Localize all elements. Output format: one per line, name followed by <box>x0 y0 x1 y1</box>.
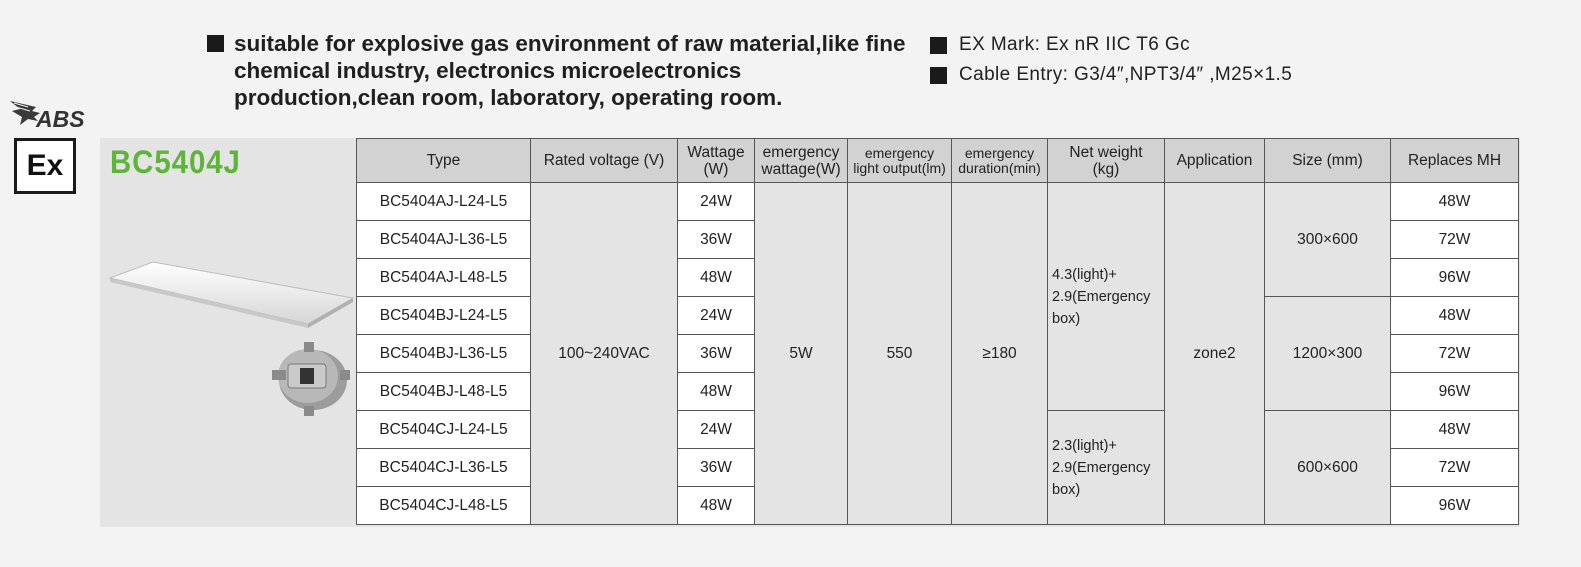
cell-type: BC5404CJ-L24-L5 <box>357 411 531 449</box>
cell-replaces: 96W <box>1391 259 1519 297</box>
cell-weight-c: 2.3(light)+ 2.9(Emergency box) <box>1048 411 1165 525</box>
cell-voltage: 100~240VAC <box>531 183 678 525</box>
cell-wattage: 24W <box>678 183 755 221</box>
cell-size-b: 1200×300 <box>1265 297 1391 411</box>
header-voltage: Rated voltage (V) <box>531 139 678 183</box>
header-wattage: Wattage (W) <box>678 139 755 183</box>
header-application: Application <box>1165 139 1265 183</box>
intro-block <box>207 30 907 111</box>
cell-type: BC5404AJ-L48-L5 <box>357 259 531 297</box>
cell-application: zone2 <box>1165 183 1265 525</box>
cell-replaces: 96W <box>1391 487 1519 525</box>
cell-em-duration: ≥180 <box>952 183 1048 525</box>
header-replaces: Replaces MH <box>1391 139 1519 183</box>
cell-type: BC5404CJ-L48-L5 <box>357 487 531 525</box>
abs-logo-text: ABS <box>36 106 85 132</box>
cell-replaces: 96W <box>1391 373 1519 411</box>
cell-em-light: 550 <box>848 183 952 525</box>
ex-mark-logo: Ex <box>14 138 76 194</box>
cell-type: BC5404AJ-L36-L5 <box>357 221 531 259</box>
header-em-light: emergency light output(lm) <box>848 139 952 183</box>
spec-cable-entry <box>930 60 1292 90</box>
spec-ex-mark-text: EX Mark: Ex nR IIC T6 Gc <box>959 34 1190 55</box>
spec-table <box>356 138 1519 525</box>
header-em-duration: emergency duration(min) <box>952 139 1048 183</box>
square-bullet-icon <box>207 35 224 52</box>
cell-type: BC5404BJ-L36-L5 <box>357 335 531 373</box>
product-light-image <box>108 250 358 420</box>
cell-size-a: 300×600 <box>1265 183 1391 297</box>
cell-wattage: 24W <box>678 411 755 449</box>
cell-replaces: 48W <box>1391 411 1519 449</box>
cell-wattage: 36W <box>678 335 755 373</box>
table-header-row <box>357 139 1519 183</box>
header-weight: Net weight (kg) <box>1048 139 1165 183</box>
cell-replaces: 48W <box>1391 297 1519 335</box>
cell-replaces: 48W <box>1391 183 1519 221</box>
spec-cable-entry-text: Cable Entry: G3/4″,NPT3/4″ ,M25×1.5 <box>959 64 1293 85</box>
spec-list <box>930 30 1292 90</box>
model-title: BC5404J <box>110 144 241 180</box>
cell-wattage: 48W <box>678 487 755 525</box>
cell-wattage: 36W <box>678 449 755 487</box>
cell-type: BC5404BJ-L48-L5 <box>357 373 531 411</box>
cell-type: BC5404BJ-L24-L5 <box>357 297 531 335</box>
square-bullet-icon <box>930 67 947 84</box>
table-row <box>357 183 1519 221</box>
cell-em-wattage: 5W <box>755 183 848 525</box>
header-em-wattage: emergency wattage(W) <box>755 139 848 183</box>
cell-wattage: 48W <box>678 373 755 411</box>
cell-wattage: 36W <box>678 221 755 259</box>
cell-replaces: 72W <box>1391 335 1519 373</box>
header-size: Size (mm) <box>1265 139 1391 183</box>
cell-weight-ab: 4.3(light)+ 2.9(Emergency box) <box>1048 183 1165 411</box>
intro-text: suitable for explosive gas environment of raw material,like fine chemical industry, electronics microelectronics production,clean room, laboratory, operating room. <box>234 31 906 110</box>
cell-replaces: 72W <box>1391 221 1519 259</box>
cell-wattage: 24W <box>678 297 755 335</box>
spec-ex-mark <box>930 30 1292 60</box>
square-bullet-icon <box>930 37 947 54</box>
header-type: Type <box>357 139 531 183</box>
cell-type: BC5404AJ-L24-L5 <box>357 183 531 221</box>
cell-wattage: 48W <box>678 259 755 297</box>
cell-size-c: 600×600 <box>1265 411 1391 525</box>
cell-replaces: 72W <box>1391 449 1519 487</box>
cell-type: BC5404CJ-L36-L5 <box>357 449 531 487</box>
